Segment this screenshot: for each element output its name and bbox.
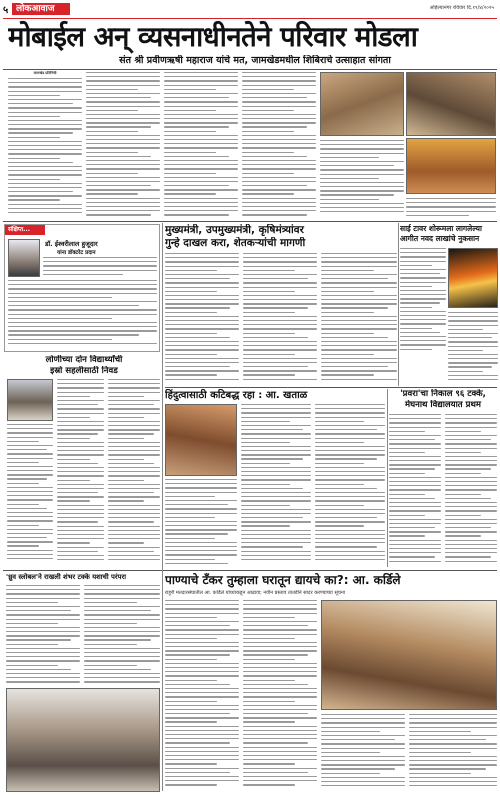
students-headline-1: लोणीच्या दोन विद्यार्थ्यांची <box>45 355 123 365</box>
divider-left <box>162 223 163 791</box>
cm-story-col3 <box>321 253 397 385</box>
main-story-col6 <box>406 198 496 218</box>
main-story-col4 <box>242 72 316 218</box>
main-story-col3 <box>164 72 238 218</box>
fire-photo <box>448 248 498 308</box>
divider-right-top <box>398 223 399 386</box>
cm-headline-1: मुख्यमंत्री, उपमुख्यमंत्री, कृषिमंत्र्यांवर <box>165 224 304 236</box>
logo <box>12 3 70 15</box>
cm-story-col1 <box>165 253 239 385</box>
hindutva-story-col3 <box>315 404 385 567</box>
dhruv-photo <box>6 688 160 792</box>
dhruv-headline: 'ध्रुव स्लोबल'ने राखली शंभर टक्के यशाची परंपरा <box>6 573 127 581</box>
fire-headline-2: आगीत नवद लाखांचे नुकसान <box>400 234 480 243</box>
section-rule-2 <box>165 387 497 388</box>
main-headline: मोबाईल अन् व्यसनाधीनतेने परिवार मोडला <box>8 21 418 53</box>
section-rule-1 <box>3 221 497 222</box>
pravara-headline-2: मेघनाथ विद्यालयात प्रथम <box>405 400 481 410</box>
column-box-subtitle: यांना डॉक्टरेट प्रदान <box>57 250 96 256</box>
fire-headline-1: साई टावर शोरूमला लागलेल्या <box>400 224 482 233</box>
fire-story-col2 <box>448 312 498 384</box>
kardile-story-col2 <box>243 600 317 792</box>
fire-story-col1 <box>400 248 446 354</box>
hindutva-headline: हिंदुत्वासाठी कटिबद्ध रहा : आ. खताळ <box>165 390 308 401</box>
kardile-headline: पाण्याचे टँकर तुम्हाला घरातून द्यायचे का?: आ. कर्डिले <box>165 573 401 587</box>
kardile-photo <box>321 600 497 710</box>
kardile-subheadline: राहुरी मतदारसंघातील आ. कर्डिले यांच्याकडून आढावा; नवीन प्रस्ताव तातडीने सादर करण्याच्या सूचना <box>165 590 346 596</box>
main-photo-top-right <box>406 72 496 136</box>
hindutva-story-col2 <box>241 404 311 567</box>
masthead-rule <box>3 18 497 19</box>
column-box-text-1 <box>43 257 157 279</box>
column-box <box>4 224 160 352</box>
main-photo-bottom <box>406 138 496 194</box>
logo-text: लोकआवाज <box>16 4 55 14</box>
main-photo-top-left <box>320 72 404 136</box>
main-story-col5 <box>320 140 404 218</box>
hindutva-story-col1 <box>165 479 237 567</box>
main-rule <box>3 69 497 70</box>
page-number: ५ <box>3 5 9 16</box>
pravara-headline-1: 'प्रवरा'चा निकाल ९६ टक्के, <box>400 389 486 399</box>
section-rule-3 <box>3 570 497 571</box>
kardile-story-col1 <box>165 600 239 792</box>
masthead <box>0 0 500 18</box>
students-story-col2 <box>57 379 104 566</box>
students-headline-2: इस्रो सहलीसाठी निवड <box>50 366 118 376</box>
dhruv-story-col1 <box>6 585 80 685</box>
column-box-title: डॉ. ईश्वरीलाल हुजूदार <box>45 240 98 248</box>
divider-right-mid <box>387 389 388 567</box>
students-photo <box>7 379 53 421</box>
main-dateline: जामखेड प्रतिनिधी <box>33 71 57 75</box>
kardile-story-col4 <box>409 714 497 792</box>
dhruv-story-col2 <box>84 585 160 685</box>
column-box-text-2 <box>8 280 157 350</box>
pravara-story-col1 <box>389 414 441 567</box>
main-story-col2 <box>86 72 160 218</box>
pravara-story-col2 <box>445 414 497 567</box>
cm-headline-2: गुन्हे दाखल करा, शेतकऱ्यांची मागणी <box>165 237 306 249</box>
column-box-portrait <box>8 239 40 277</box>
column-box-label-bar <box>5 225 45 235</box>
kardile-story-col3 <box>321 714 405 792</box>
column-box-label: संक्षिप्त... <box>8 226 31 233</box>
hindutva-photo <box>165 404 237 476</box>
students-story-col1 <box>7 424 53 566</box>
edition-date: अहिल्यानगर रविवार दि.१९/४/२०२५ <box>429 5 494 11</box>
cm-story-col2 <box>243 253 317 385</box>
students-story-col3 <box>108 379 160 566</box>
main-story-col1 <box>8 78 82 218</box>
main-subheadline: संत श्री प्रवीणऋषी महाराज यांचे मत, जामखेडमधील शिबिराचे उत्साहात सांगता <box>119 55 391 66</box>
